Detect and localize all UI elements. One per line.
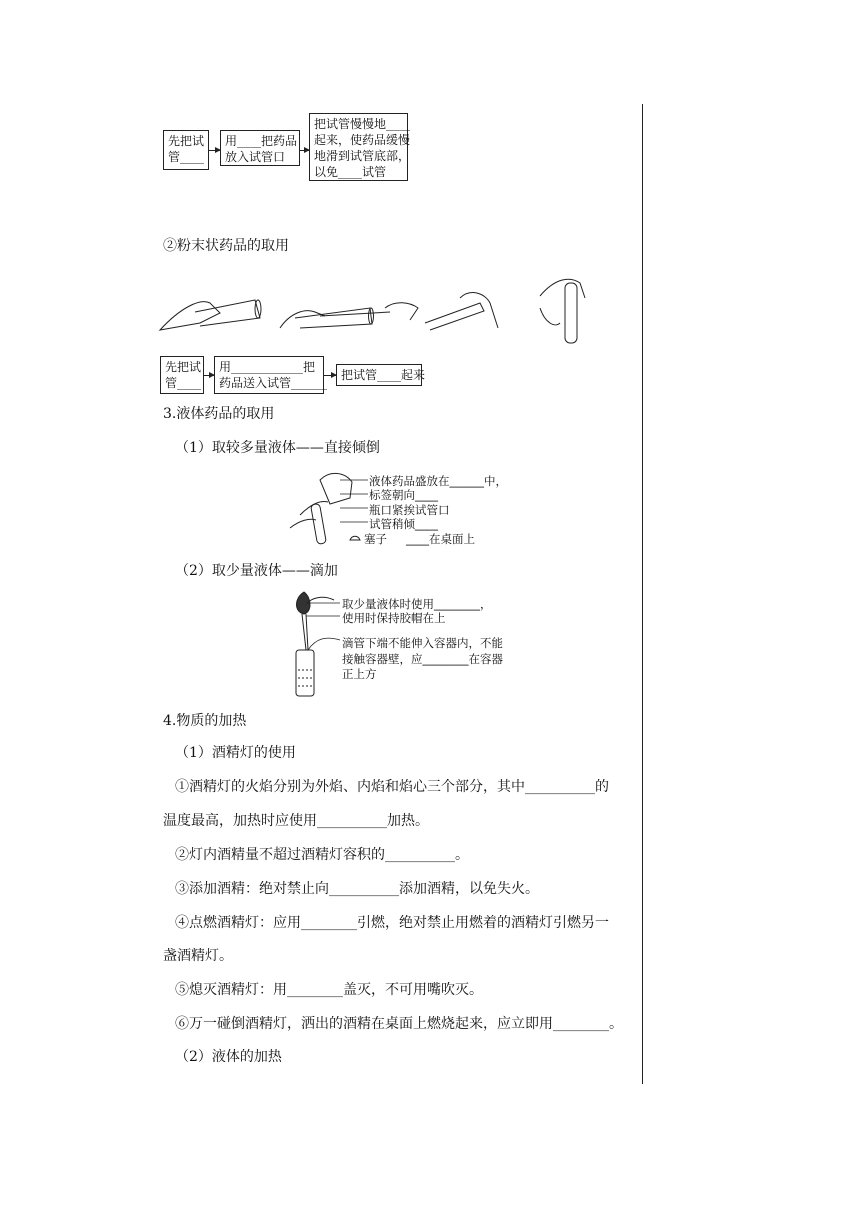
powder-arrow1: [204, 375, 214, 376]
powder-step2-line1: 用____________把: [219, 360, 316, 374]
powder-title: ②粉末状药品的取用: [163, 238, 289, 254]
heating-sub2: （2）液体的加热: [175, 1049, 282, 1065]
liquid-sub2: （2）取少量液体——滴加: [175, 563, 338, 579]
powder-step2-box: [214, 356, 328, 394]
heating-p2: ②灯内酒精量不超过酒精灯容积的__________。: [175, 847, 469, 863]
flow1-arrow1: [209, 150, 220, 151]
flow1-step1-line1: 先把试: [168, 134, 205, 148]
drop-label-2: 使用时保持胶帽在上: [342, 611, 446, 625]
flow1-step3-line1: 把试管慢慢地____: [314, 117, 411, 131]
flow1-step3-line4: 以免____试管: [314, 165, 387, 179]
flow1-step2-line1: 用____把药品: [225, 134, 298, 148]
heating-p4a: ④点燃酒精灯：应用________引燃，绝对禁止用燃着的酒精灯引燃另一: [175, 915, 609, 931]
dropper-leader-lines: [306, 600, 346, 660]
flow1-step1-line2: 管____: [168, 150, 205, 164]
drop-label-4: 接触容器壁，应________在容器: [342, 652, 503, 666]
heating-p3: ③添加酒精：绝对禁止向__________添加酒精，以免失火。: [175, 881, 539, 897]
heating-p6: ⑥万一碰倒酒精灯，洒出的酒精在桌面上燃烧起来，应立即用________。: [175, 1016, 623, 1032]
powder-step3-box: [336, 364, 426, 386]
flow1-arrow2: [300, 150, 309, 151]
powder-step1-line1: 先把试: [165, 360, 202, 374]
liquid-sub1: （1）取较多量液体——直接倾倒: [175, 440, 380, 456]
powder-step1-line2: 管____: [165, 376, 202, 390]
heating-p5: ⑤熄灭酒精灯：用________盖灭，不可用嘴吹灭。: [175, 982, 483, 998]
heating-p4b: 盏酒精灯。: [163, 948, 233, 964]
powder-illustration: [160, 268, 620, 348]
pour-label-3: 瓶口紧挨试管口: [369, 503, 450, 517]
flow1-step3-box: [309, 113, 411, 181]
drop-label-1: 取少量液体时使用________，: [342, 597, 492, 611]
margin-rule: [642, 104, 643, 1084]
heating-title: 4.物质的加热: [163, 713, 247, 729]
pour-label-2: 标签朝向____: [369, 488, 438, 502]
flow1-step3-line2: 起来，使药品缓慢: [314, 133, 411, 147]
pour-label-5: 塞子: [364, 532, 387, 546]
powder-arrow2: [324, 375, 336, 376]
drop-label-3: 滴管下端不能伸入容器内，不能: [342, 636, 503, 650]
flow1-step3-line3: 地滑到试管底部，: [314, 149, 411, 163]
heating-p1b: 温度最高，加热时应使用__________加热。: [163, 813, 429, 829]
pour-label-4: 试管稍倾____: [369, 517, 438, 531]
heating-sub1: （1）酒精灯的使用: [175, 745, 296, 761]
pour-label-1: 液体药品盛放在______中，: [369, 474, 507, 488]
powder-step2-line2: 药品送入试管______: [219, 376, 328, 390]
pour-label-6: ____在桌面上: [406, 532, 475, 546]
flow1-step1-box: [163, 130, 209, 170]
powder-step1-box: [160, 356, 204, 394]
powder-step3-text: 把试管____起来: [341, 368, 426, 382]
liquid-title: 3.液体药品的取用: [163, 406, 275, 422]
drop-label-5: 正上方: [342, 667, 377, 681]
heating-p1a: ①酒精灯的火焰分别为外焰、内焰和焰心三个部分，其中__________的: [175, 779, 609, 795]
flow1-step2-line2: 放入试管口: [225, 150, 286, 164]
flow1-step2-box: [220, 130, 300, 166]
